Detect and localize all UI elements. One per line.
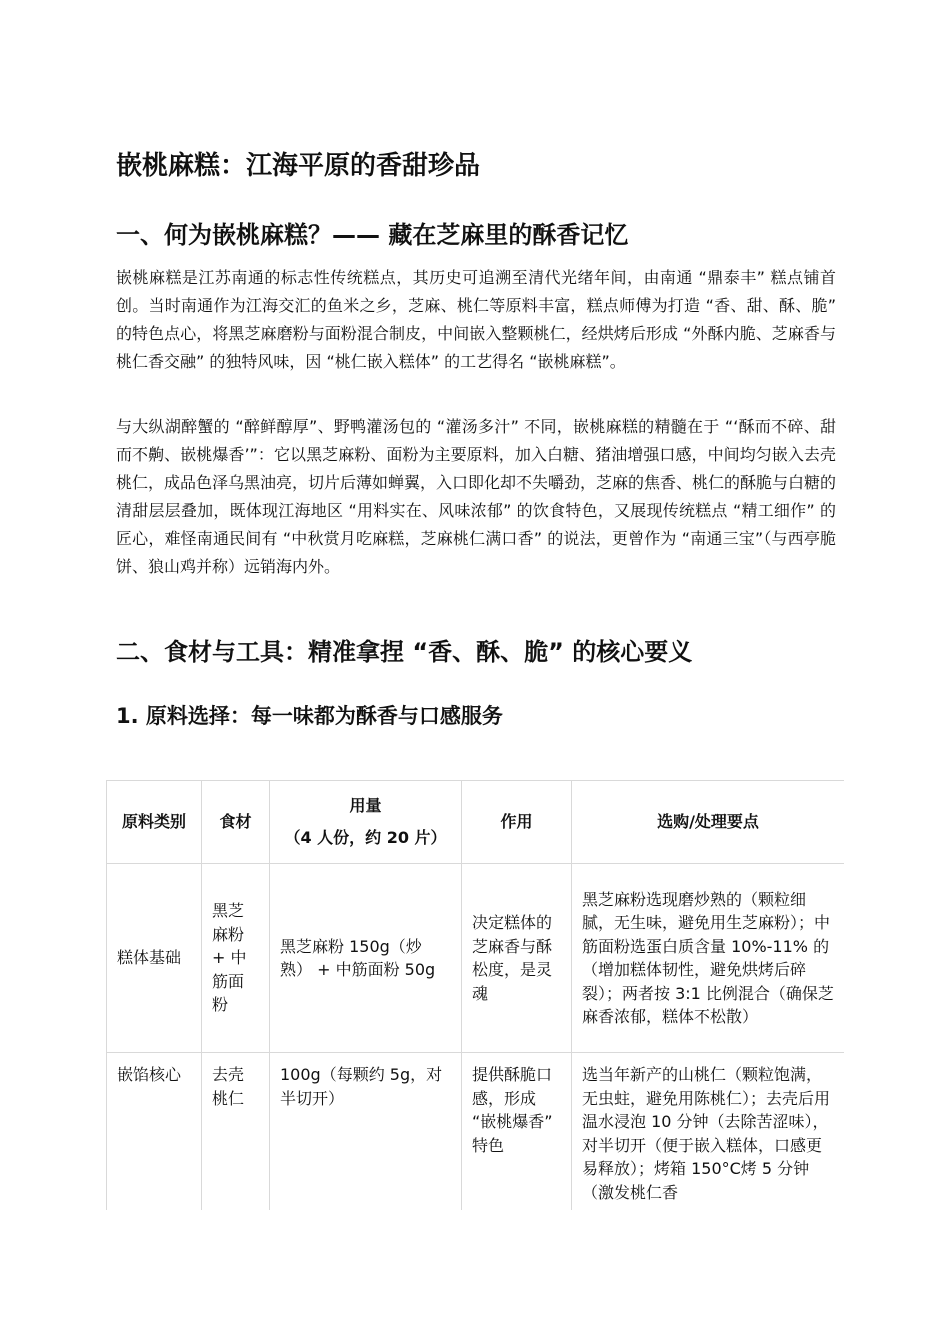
cell-quantity: 黑芝麻粉 150g（炒熟） + 中筋面粉 50g	[270, 864, 462, 1053]
cell-category: 糕体基础	[107, 864, 202, 1053]
section-2-heading: 二、食材与工具：精准拿捏 “香、酥、脆” 的核心要义	[116, 638, 693, 666]
cell-role: 提供酥脆口感，形成 “嵌桃爆香” 特色	[462, 1053, 572, 1211]
header-quantity-line-2: （4 人份，约 20 片）	[284, 828, 447, 847]
header-tips: 选购/处理要点	[572, 781, 845, 864]
ingredients-table	[106, 780, 844, 1210]
header-quantity-line-1: 用量	[349, 796, 382, 815]
section-1-paragraph-1: 嵌桃麻糕是江苏南通的标志性传统糕点，其历史可追溯至清代光绪年间，由南通 “鼎泰丰” 糕点铺首创。当时南通作为江海交汇的鱼米之乡，芝麻、桃仁等原料丰富，糕点师傅为打造 “香、甜、酥、脆” 的特色点心，将黑芝麻磨粉与面粉混合制皮，中间嵌入整颗桃仁，经烘烤后形成 “外酥内脆、芝麻香与桃仁香交融” 的独特风味，因 “桃仁嵌入糕体” 的工艺得名 “嵌桃麻糕”。	[116, 268, 836, 371]
header-ingredient: 食材	[202, 781, 270, 864]
document-title: 嵌桃麻糕：江海平原的香甜珍品	[116, 151, 481, 181]
ingredients-table-container	[106, 780, 844, 1210]
table-header-row	[107, 781, 845, 864]
cell-tips: 黑芝麻粉选现磨炒熟的（颗粒细腻，无生味，避免用生芝麻粉）；中筋面粉选蛋白质含量 10%-11% 的（增加糕体韧性，避免烘烤后碎裂）；两者按 3:1 比例混合（确保芝麻香浓郁，糕体不松散）	[572, 864, 845, 1053]
cell-category: 嵌馅核心	[107, 1053, 202, 1211]
header-category: 原料类别	[107, 781, 202, 864]
table-row	[107, 864, 845, 1053]
cell-quantity: 100g（每颗约 5g，对半切开）	[270, 1053, 462, 1211]
cell-tips: 选当年新产的山桃仁（颗粒饱满，无虫蛀，避免用陈桃仁）；去壳后用温水浸泡 10 分钟（去除苦涩味），对半切开（便于嵌入糕体，口感更易释放）；烤箱 150°C烤 5 分钟（激发桃仁香	[572, 1053, 845, 1211]
header-quantity	[270, 781, 462, 864]
cell-role: 决定糕体的芝麻香与酥松度，是灵魂	[462, 864, 572, 1053]
cell-ingredient: 黑芝麻粉 + 中筋面粉	[202, 864, 270, 1053]
cell-ingredient: 去壳桃仁	[202, 1053, 270, 1211]
section-1-heading: 一、何为嵌桃麻糕？—— 藏在芝麻里的酥香记忆	[116, 221, 629, 249]
header-role: 作用	[462, 781, 572, 864]
subsection-heading-ingredients: 1. 原料选择：每一味都为酥香与口感服务	[116, 704, 503, 728]
section-1-paragraph-2: 与大纵湖醉蟹的 “醉鲜醇厚”、野鸭灌汤包的 “灌汤多汁” 不同，嵌桃麻糕的精髓在于 “‘酥而不碎、甜而不齁、嵌桃爆香’”：它以黑芝麻粉、面粉为主要原料，加入白糖、猪油增强口感，中间均匀嵌入去壳桃仁，成品色泽乌黑油亮，切片后薄如蝉翼，入口即化却不失嚼劲，芝麻的焦香、桃仁的酥脆与白糖的清甜层层叠加，既体现江海地区 “用料实在、风味浓郁” 的饮食特色，又展现传统糕点 “精工细作” 的匠心，难怪南通民间有 “中秋赏月吃麻糕，芝麻桃仁满口香” 的说法，更曾作为 “南通三宝”（与西亭脆饼、狼山鸡并称）远销海内外。	[116, 417, 837, 576]
table-row	[107, 1053, 845, 1211]
